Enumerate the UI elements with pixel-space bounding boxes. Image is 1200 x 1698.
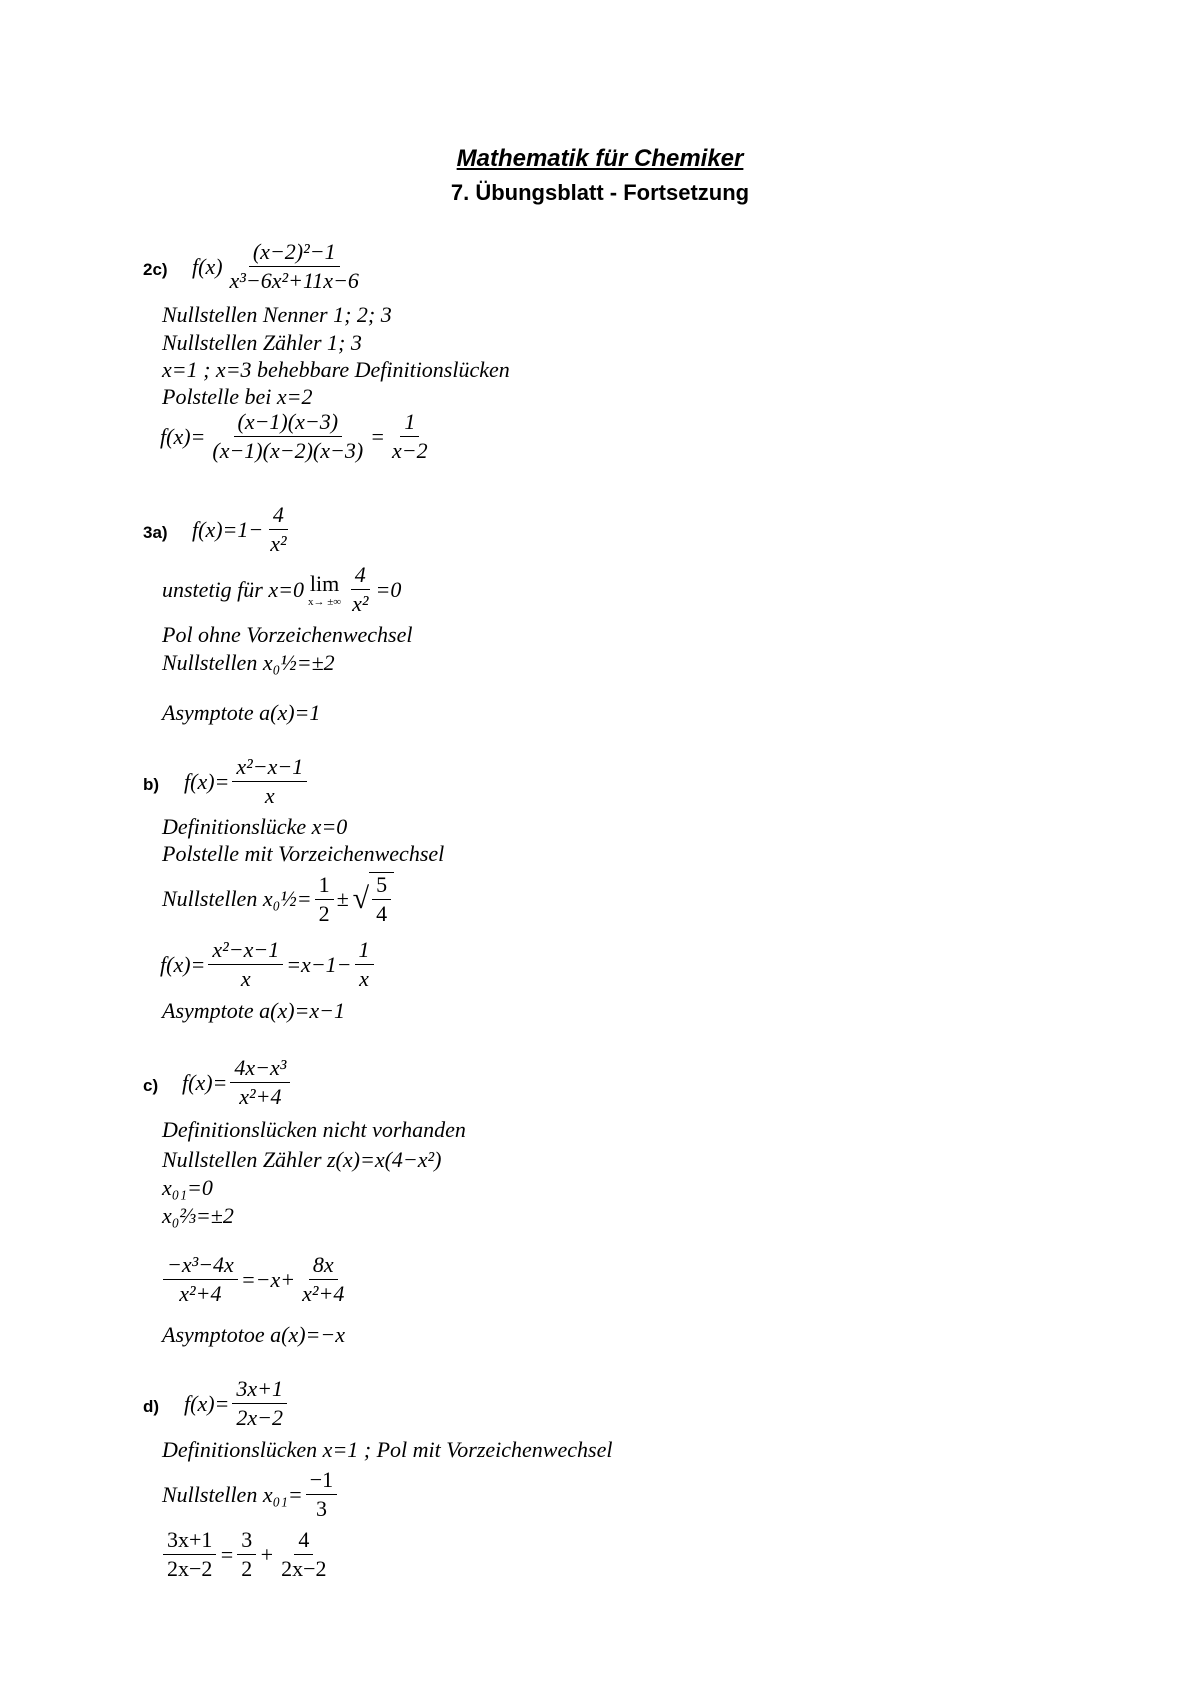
equation-lhs: f(x)= — [160, 951, 206, 977]
numerator: (x−2)²−1 — [249, 240, 340, 267]
limit-result: =0 — [375, 576, 402, 602]
plus-sign: + — [259, 1541, 275, 1567]
fraction — [232, 755, 307, 808]
equals-sign: = — [370, 423, 386, 449]
numerator: 5 — [372, 873, 391, 900]
fraction — [266, 503, 290, 556]
formula-lhs: f(x)= — [184, 768, 230, 794]
exercise-label-3c: c) — [143, 1076, 159, 1095]
text-line: Polstelle bei x=2 — [162, 384, 313, 409]
text-line: Asymptotoe a(x)=−x — [162, 1322, 346, 1347]
formula-3c — [182, 1056, 293, 1109]
text-line: Nullstellen Zähler z(x)=x(4−x²) — [162, 1147, 442, 1172]
text-line: Asymptote a(x)=1 — [162, 700, 321, 725]
numerator: −x³−4x — [163, 1253, 238, 1280]
numerator: 4 — [351, 563, 370, 590]
equation-2c — [160, 410, 435, 463]
equation-middle: =−x+ — [240, 1266, 296, 1292]
text-line: Asymptote a(x)=x−1 — [162, 998, 346, 1023]
denominator: x²+4 — [302, 1281, 345, 1307]
numerator: 3x+1 — [232, 1377, 287, 1404]
fraction — [237, 1528, 256, 1581]
fraction — [315, 873, 334, 926]
fraction — [355, 938, 374, 991]
numerator: (x−1)(x−3) — [234, 410, 343, 437]
fraction — [348, 563, 372, 616]
denominator: 2x−2 — [281, 1556, 327, 1582]
text-line: Nullstellen x₀½=±2 — [162, 650, 335, 675]
denominator: x² — [270, 531, 287, 557]
zeros-line-3b — [162, 872, 394, 926]
equation-3d — [160, 1528, 334, 1581]
text-line: x₀₁=0 — [162, 1175, 213, 1200]
fraction — [298, 1253, 348, 1306]
fraction — [306, 1468, 337, 1521]
exercise-label-3a: 3a) — [143, 523, 168, 542]
text-line: x=1 ; x=3 behebbare Definitionslücken — [162, 357, 510, 382]
text-line: x₀⅔=±2 — [162, 1203, 234, 1228]
radicand — [369, 872, 394, 926]
radical-sign-icon: √ — [352, 882, 370, 916]
formula-3a — [192, 503, 294, 556]
square-root — [349, 872, 394, 926]
denominator: x²+4 — [239, 1084, 282, 1110]
fraction — [388, 410, 432, 463]
numerator: 8x — [309, 1253, 338, 1280]
text-line: Definitionslücke x=0 — [162, 814, 348, 839]
fraction — [163, 1253, 238, 1306]
denominator: 2x−2 — [167, 1556, 213, 1582]
equation-middle: =x−1− — [286, 951, 352, 977]
fraction — [232, 1377, 287, 1430]
exercise-label-3d: d) — [143, 1397, 160, 1416]
formula-lhs: f(x) — [192, 253, 223, 279]
limit-operator — [308, 571, 341, 608]
numerator: x²−x−1 — [208, 938, 283, 965]
denominator: x — [359, 966, 369, 992]
equation-3b — [160, 938, 377, 991]
formula-lhs: f(x)= — [184, 1390, 230, 1416]
formula-3d — [184, 1377, 290, 1430]
text-line: Nullstellen Nenner 1; 2; 3 — [162, 302, 392, 327]
denominator: x² — [352, 591, 369, 617]
numerator: 1 — [400, 410, 419, 437]
fraction — [163, 1528, 216, 1581]
text-line: Nullstellen Zähler 1; 3 — [162, 330, 362, 355]
numerator: −1 — [306, 1468, 337, 1495]
fraction — [372, 873, 391, 926]
limit-symbol: lim — [309, 571, 340, 597]
zeros-lhs: Nullstellen x₀₁= — [162, 1481, 303, 1507]
equation-lhs: f(x)= — [160, 423, 206, 449]
document-title: Mathematik für Chemiker — [456, 145, 744, 172]
zeros-line-3d — [162, 1468, 340, 1521]
equation-3c — [160, 1253, 351, 1306]
denominator: 2 — [241, 1556, 253, 1582]
text-line: Pol ohne Vorzeichenwechsel — [162, 622, 413, 647]
text-line: Definitionslücken nicht vorhanden — [162, 1117, 466, 1142]
text-line: unstetig für x=0 — [162, 576, 304, 602]
limit-subscript: x→ ±∞ — [307, 596, 342, 609]
zeros-lhs: Nullstellen x₀½= — [162, 886, 312, 912]
fraction — [208, 410, 367, 463]
fraction — [230, 1056, 290, 1109]
denominator: x³−6x²+11x−6 — [229, 268, 359, 294]
exercise-label-3b: b) — [143, 775, 160, 794]
text-line: Definitionslücken x=1 ; Pol mit Vorzeichenwechsel — [162, 1437, 613, 1462]
numerator: 4x−x³ — [230, 1056, 290, 1083]
exercise-label-2c: 2c) — [143, 260, 168, 279]
denominator: x−2 — [392, 438, 428, 464]
numerator: 3 — [237, 1528, 256, 1555]
denominator: x²+4 — [179, 1281, 222, 1307]
denominator: 2x−2 — [236, 1405, 283, 1431]
equals-sign: = — [219, 1541, 235, 1567]
fraction — [208, 938, 283, 991]
numerator: 3x+1 — [163, 1528, 216, 1555]
fraction — [277, 1528, 330, 1581]
limit-line-3a — [162, 563, 401, 616]
text-line: Polstelle mit Vorzeichenwechsel — [162, 841, 445, 866]
numerator: 4 — [269, 503, 288, 530]
denominator: 3 — [315, 1496, 327, 1522]
numerator: x²−x−1 — [232, 755, 307, 782]
denominator: x — [264, 783, 275, 809]
fraction — [226, 240, 363, 293]
denominator: 4 — [376, 901, 388, 927]
formula-2c — [192, 240, 366, 293]
numerator: 4 — [294, 1528, 313, 1555]
numerator: 1 — [315, 873, 334, 900]
denominator: (x−1)(x−2)(x−3) — [212, 438, 364, 464]
plus-minus: ± — [336, 886, 349, 912]
formula-lhs: f(x)= — [182, 1069, 228, 1095]
denominator: x — [240, 966, 251, 992]
formula-lhs: f(x)=1− — [192, 516, 264, 542]
denominator: 2 — [318, 900, 330, 926]
formula-3b — [184, 755, 310, 808]
document-subtitle: 7. Übungsblatt - Fortsetzung — [450, 180, 750, 205]
numerator: 1 — [355, 938, 374, 965]
